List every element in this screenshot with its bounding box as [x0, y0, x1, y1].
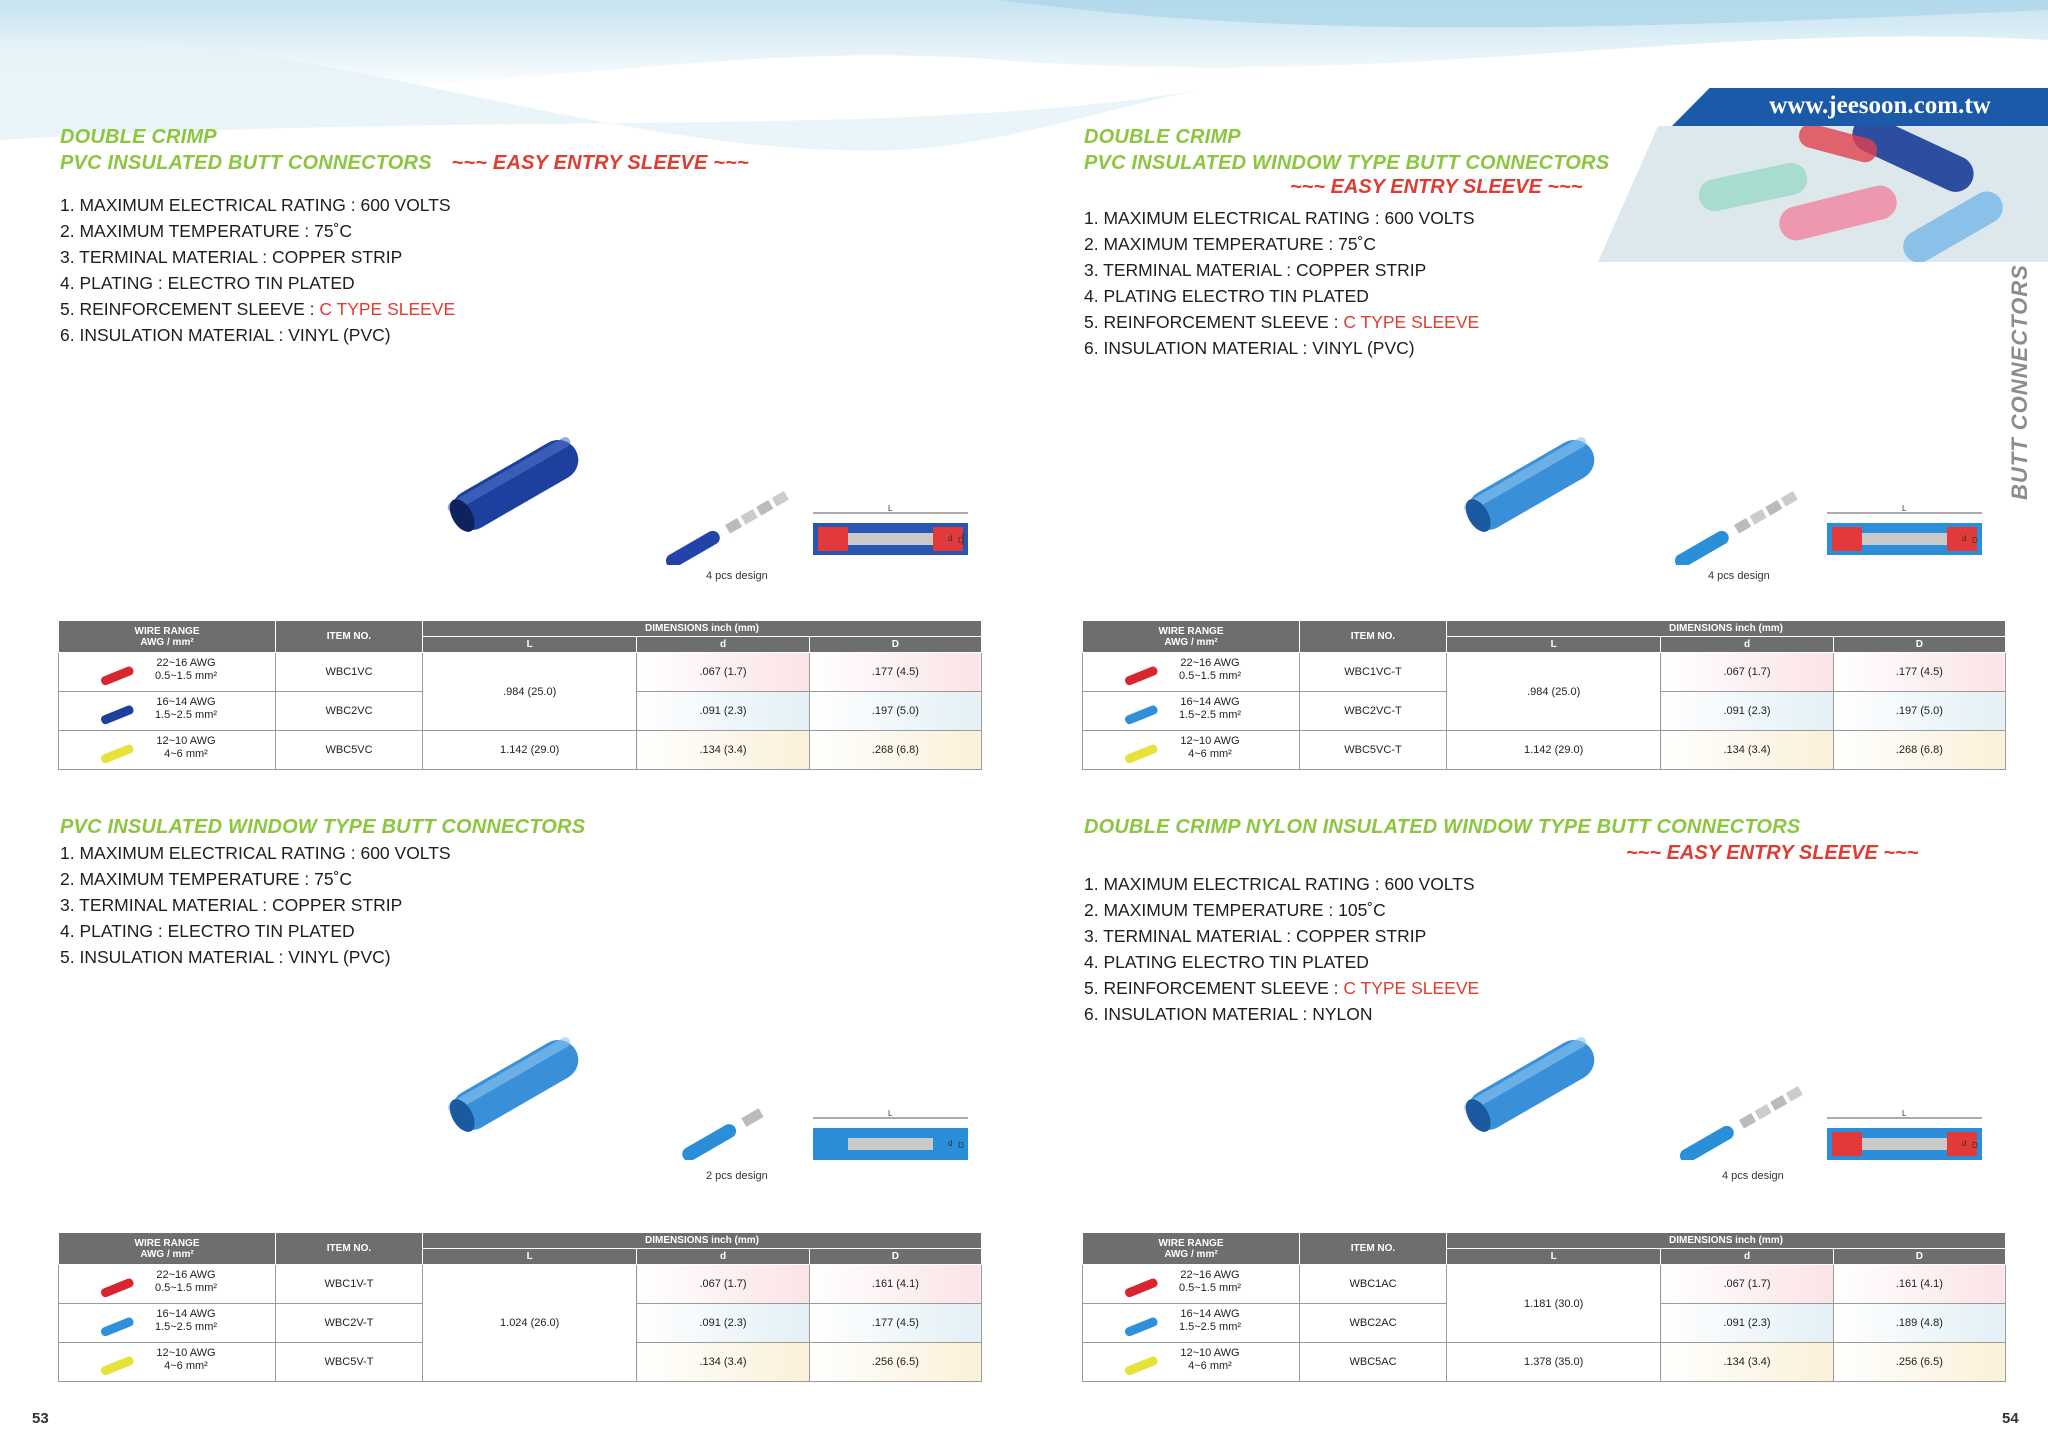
spec-list [60, 840, 1010, 970]
header-L: L [1447, 637, 1661, 653]
table-row: 22~16 AWG 0.5~1.5 mm² WBC1VC-T .984 (25.0) .067 (1.7) .177 (4.5) [1083, 653, 2006, 692]
spec-item: 1. MAXIMUM ELECTRICAL RATING : 600 VOLTS [60, 843, 451, 863]
dim-L: 1.181 (30.0) [1447, 1265, 1661, 1343]
item-no: WBC1VC-T [1300, 653, 1447, 692]
dim-D: .256 (6.5) [1833, 1343, 2005, 1382]
dim-L: 1.024 (26.0) [423, 1265, 637, 1382]
dim-L: .984 (25.0) [1447, 653, 1661, 731]
exploded-parts-diagram [1669, 1080, 1809, 1160]
header-wire-range: WIRE RANGE AWG / mm² [59, 1233, 276, 1265]
table-row: 16~14 AWG 1.5~2.5 mm² WBC2AC .091 (2.3) .189 (4.8) [1083, 1304, 2006, 1343]
item-no: WBC5VC [276, 731, 423, 770]
dim-d: .091 (2.3) [1661, 1304, 1833, 1343]
section-title-line1: DOUBLE CRIMP [1084, 126, 1241, 148]
spec-list [1084, 871, 2034, 1027]
page-number-right: 54 [2002, 1410, 2019, 1427]
item-no: WBC5V-T [276, 1343, 423, 1382]
dim-D: .256 (6.5) [809, 1343, 981, 1382]
header-dimensions: DIMENSIONS inch (mm) [1447, 1233, 2006, 1249]
dimension-drawing [808, 505, 978, 565]
item-no: WBC2VC-T [1300, 692, 1447, 731]
dimension-drawing [1822, 505, 1992, 565]
spec-item: 2. MAXIMUM TEMPERATURE : 75˚C [60, 869, 353, 889]
table-row: 22~16 AWG 0.5~1.5 mm² WBC1AC 1.181 (30.0) .067 (1.7) .161 (4.1) [1083, 1265, 2006, 1304]
table-row: 16~14 AWG 1.5~2.5 mm² WBC2VC-T .091 (2.3) .197 (5.0) [1083, 692, 2006, 731]
page-number-left: 53 [32, 1410, 49, 1427]
dim-L: .984 (25.0) [423, 653, 637, 731]
dim-D: .177 (4.5) [809, 1304, 981, 1343]
spec-list [60, 192, 1010, 348]
svg-text:D: D [1972, 1141, 1978, 1150]
header-L: L [423, 637, 637, 653]
section-title-extra: ~~~ EASY ENTRY SLEEVE ~~~ [451, 152, 749, 174]
svg-text:D: D [958, 536, 964, 545]
item-no: WBC2V-T [276, 1304, 423, 1343]
table-row: 16~14 AWG 1.5~2.5 mm² WBC2VC .091 (2.3) .197 (5.0) [59, 692, 982, 731]
header-D: D [809, 637, 981, 653]
dim-D: .197 (5.0) [1833, 692, 2005, 731]
website-url[interactable]: www.jeesoon.com.tw [1769, 92, 1991, 119]
spec-table [1082, 1232, 2006, 1382]
dim-D: .189 (4.8) [1833, 1304, 2005, 1343]
spec-item: 2. MAXIMUM TEMPERATURE : 75˚C [1084, 234, 1377, 254]
spec-item: 1. MAXIMUM ELECTRICAL RATING : 600 VOLTS [1084, 874, 1475, 894]
svg-text:L: L [888, 1110, 893, 1118]
section-title-line2: PVC INSULATED WINDOW TYPE BUTT CONNECTORS [1084, 152, 1610, 174]
spec-item: 2. MAXIMUM TEMPERATURE : 105˚C [1084, 900, 1386, 920]
svg-text:d: d [948, 534, 953, 543]
header-dimensions: DIMENSIONS inch (mm) [1447, 621, 2006, 637]
header-L: L [1447, 1249, 1661, 1265]
dim-d: .067 (1.7) [1661, 1265, 1833, 1304]
header-dimensions: DIMENSIONS inch (mm) [423, 621, 982, 637]
connector-photo-dark-blue [440, 430, 590, 540]
exploded-parts-diagram [1664, 485, 1804, 565]
item-no: WBC5AC [1300, 1343, 1447, 1382]
dim-L: 1.142 (29.0) [423, 731, 637, 770]
spec-item: 4. PLATING ELECTRO TIN PLATED [1084, 286, 1369, 306]
dimension-drawing [1822, 1110, 1992, 1170]
spec-item: 4. PLATING : ELECTRO TIN PLATED [60, 273, 355, 293]
dim-D: .177 (4.5) [809, 653, 981, 692]
svg-text:D: D [958, 1141, 964, 1150]
item-no: WBC2VC [276, 692, 423, 731]
connector-photo-light-blue [1456, 1030, 1606, 1140]
item-no: WBC1VC [276, 653, 423, 692]
connector-photo-light-blue [1456, 430, 1606, 540]
section-title-line2: PVC INSULATED BUTT CONNECTORS [60, 152, 432, 174]
spec-item: 6. INSULATION MATERIAL : VINYL (PVC) [1084, 338, 1415, 358]
dim-d: .067 (1.7) [637, 653, 809, 692]
dim-d: .091 (2.3) [1661, 692, 1833, 731]
svg-text:d: d [1962, 534, 1967, 543]
svg-text:d: d [1962, 1139, 1967, 1148]
dimension-drawing [808, 1110, 978, 1170]
dim-d: .134 (3.4) [637, 731, 809, 770]
section-pvc-butt-connectors [60, 124, 1010, 348]
item-no: WBC1AC [1300, 1265, 1447, 1304]
dim-d: .067 (1.7) [637, 1265, 809, 1304]
spec-item: 6. INSULATION MATERIAL : NYLON [1084, 1004, 1373, 1024]
dim-D: .268 (6.8) [809, 731, 981, 770]
section-nylon-window-butt-connectors [1084, 814, 2034, 1027]
section-title-line1: DOUBLE CRIMP NYLON INSULATED WINDOW TYPE BUTT CONNECTORS [1084, 816, 1801, 838]
spec-item: 3. TERMINAL MATERIAL : COPPER STRIP [60, 247, 403, 267]
header-D: D [809, 1249, 981, 1265]
spec-item: 5. REINFORCEMENT SLEEVE : C TYPE SLEEVE [1084, 312, 1480, 332]
spec-item: 1. MAXIMUM ELECTRICAL RATING : 600 VOLTS [1084, 208, 1475, 228]
spec-table [1082, 620, 2006, 770]
header-wire-range: WIRE RANGE AWG / mm² [1083, 621, 1300, 653]
table-row: 16~14 AWG 1.5~2.5 mm² WBC2V-T .091 (2.3) .177 (4.5) [59, 1304, 982, 1343]
spec-highlight: C TYPE SLEEVE [319, 299, 456, 319]
header-d: d [1661, 637, 1833, 653]
header-L: L [423, 1249, 637, 1265]
dim-D: .161 (4.1) [809, 1265, 981, 1304]
design-caption: 4 pcs design [1722, 1170, 1784, 1182]
header-D: D [1833, 637, 2005, 653]
design-caption: 4 pcs design [1708, 570, 1770, 582]
section-title-extra: ~~~ EASY ENTRY SLEEVE ~~~ [1290, 176, 1583, 198]
spec-item: 3. TERMINAL MATERIAL : COPPER STRIP [1084, 926, 1427, 946]
header-item-no: ITEM NO. [276, 1233, 423, 1265]
spec-item: 3. TERMINAL MATERIAL : COPPER STRIP [60, 895, 403, 915]
spec-item: 3. TERMINAL MATERIAL : COPPER STRIP [1084, 260, 1427, 280]
header-d: d [637, 637, 809, 653]
dim-L: 1.142 (29.0) [1447, 731, 1661, 770]
table-row: 22~16 AWG 0.5~1.5 mm² WBC1V-T 1.024 (26.0) .067 (1.7) .161 (4.1) [59, 1265, 982, 1304]
item-no: WBC2AC [1300, 1304, 1447, 1343]
dim-d: .134 (3.4) [1661, 1343, 1833, 1382]
spec-item: 6. INSULATION MATERIAL : VINYL (PVC) [60, 325, 391, 345]
table-row: 12~10 AWG 4~6 mm² WBC5VC-T 1.142 (29.0) .134 (3.4) .268 (6.8) [1083, 731, 2006, 770]
spec-highlight: C TYPE SLEEVE [1343, 978, 1480, 998]
svg-text:L: L [1902, 505, 1907, 513]
dim-D: .161 (4.1) [1833, 1265, 2005, 1304]
table-row: 22~16 AWG 0.5~1.5 mm² WBC1VC .984 (25.0) .067 (1.7) .177 (4.5) [59, 653, 982, 692]
dim-d: .067 (1.7) [1661, 653, 1833, 692]
spec-item: 2. MAXIMUM TEMPERATURE : 75˚C [60, 221, 353, 241]
spec-item: 5. REINFORCEMENT SLEEVE : C TYPE SLEEVE [1084, 978, 1480, 998]
spec-item: 4. PLATING ELECTRO TIN PLATED [1084, 952, 1369, 972]
header-item-no: ITEM NO. [1300, 1233, 1447, 1265]
header-item-no: ITEM NO. [276, 621, 423, 653]
header-D: D [1833, 1249, 2005, 1265]
svg-text:L: L [888, 505, 893, 513]
section-pvc-window-easy-entry [1084, 124, 2034, 361]
design-caption: 2 pcs design [706, 1170, 768, 1182]
spec-item: 4. PLATING : ELECTRO TIN PLATED [60, 921, 355, 941]
section-pvc-window-butt-connectors [60, 814, 1010, 970]
svg-text:D: D [1972, 536, 1978, 545]
spec-item: 5. REINFORCEMENT SLEEVE : C TYPE SLEEVE [60, 299, 456, 319]
dim-d: .134 (3.4) [1661, 731, 1833, 770]
dim-d: .091 (2.3) [637, 692, 809, 731]
table-row: 12~10 AWG 4~6 mm² WBC5AC 1.378 (35.0) .134 (3.4) .256 (6.5) [1083, 1343, 2006, 1382]
svg-text:L: L [1902, 1110, 1907, 1118]
table-row: 12~10 AWG 4~6 mm² WBC5V-T .134 (3.4) .256 (6.5) [59, 1343, 982, 1382]
header-d: d [637, 1249, 809, 1265]
item-no: WBC1V-T [276, 1265, 423, 1304]
item-no: WBC5VC-T [1300, 731, 1447, 770]
header-wire-range: WIRE RANGE AWG / mm² [59, 621, 276, 653]
spec-table [58, 1232, 982, 1382]
spec-table [58, 620, 982, 770]
spec-list [1084, 205, 2034, 361]
spec-highlight: C TYPE SLEEVE [1343, 312, 1480, 332]
spec-item: 1. MAXIMUM ELECTRICAL RATING : 600 VOLTS [60, 195, 451, 215]
section-title-extra: ~~~ EASY ENTRY SLEEVE ~~~ [1626, 842, 1919, 864]
design-caption: 4 pcs design [706, 570, 768, 582]
section-title-line1: PVC INSULATED WINDOW TYPE BUTT CONNECTORS [60, 816, 586, 838]
spec-item: 5. INSULATION MATERIAL : VINYL (PVC) [60, 947, 391, 967]
header-wire-range: WIRE RANGE AWG / mm² [1083, 1233, 1300, 1265]
dim-L: 1.378 (35.0) [1447, 1343, 1661, 1382]
table-row: 12~10 AWG 4~6 mm² WBC5VC 1.142 (29.0) .134 (3.4) .268 (6.8) [59, 731, 982, 770]
section-title-line1: DOUBLE CRIMP [60, 126, 217, 148]
dim-d: .091 (2.3) [637, 1304, 809, 1343]
svg-text:d: d [948, 1139, 953, 1148]
exploded-parts-diagram [655, 485, 795, 565]
header-d: d [1661, 1249, 1833, 1265]
header-dimensions: DIMENSIONS inch (mm) [423, 1233, 982, 1249]
side-category-tab: BUTT CONNECTORS [2007, 264, 2032, 500]
dim-D: .197 (5.0) [809, 692, 981, 731]
dim-D: .268 (6.8) [1833, 731, 2005, 770]
dim-d: .134 (3.4) [637, 1343, 809, 1382]
header-item-no: ITEM NO. [1300, 621, 1447, 653]
page-right [1024, 0, 2048, 1448]
connector-photo-light-blue [440, 1030, 590, 1140]
exploded-parts-diagram [675, 1100, 775, 1160]
dim-D: .177 (4.5) [1833, 653, 2005, 692]
